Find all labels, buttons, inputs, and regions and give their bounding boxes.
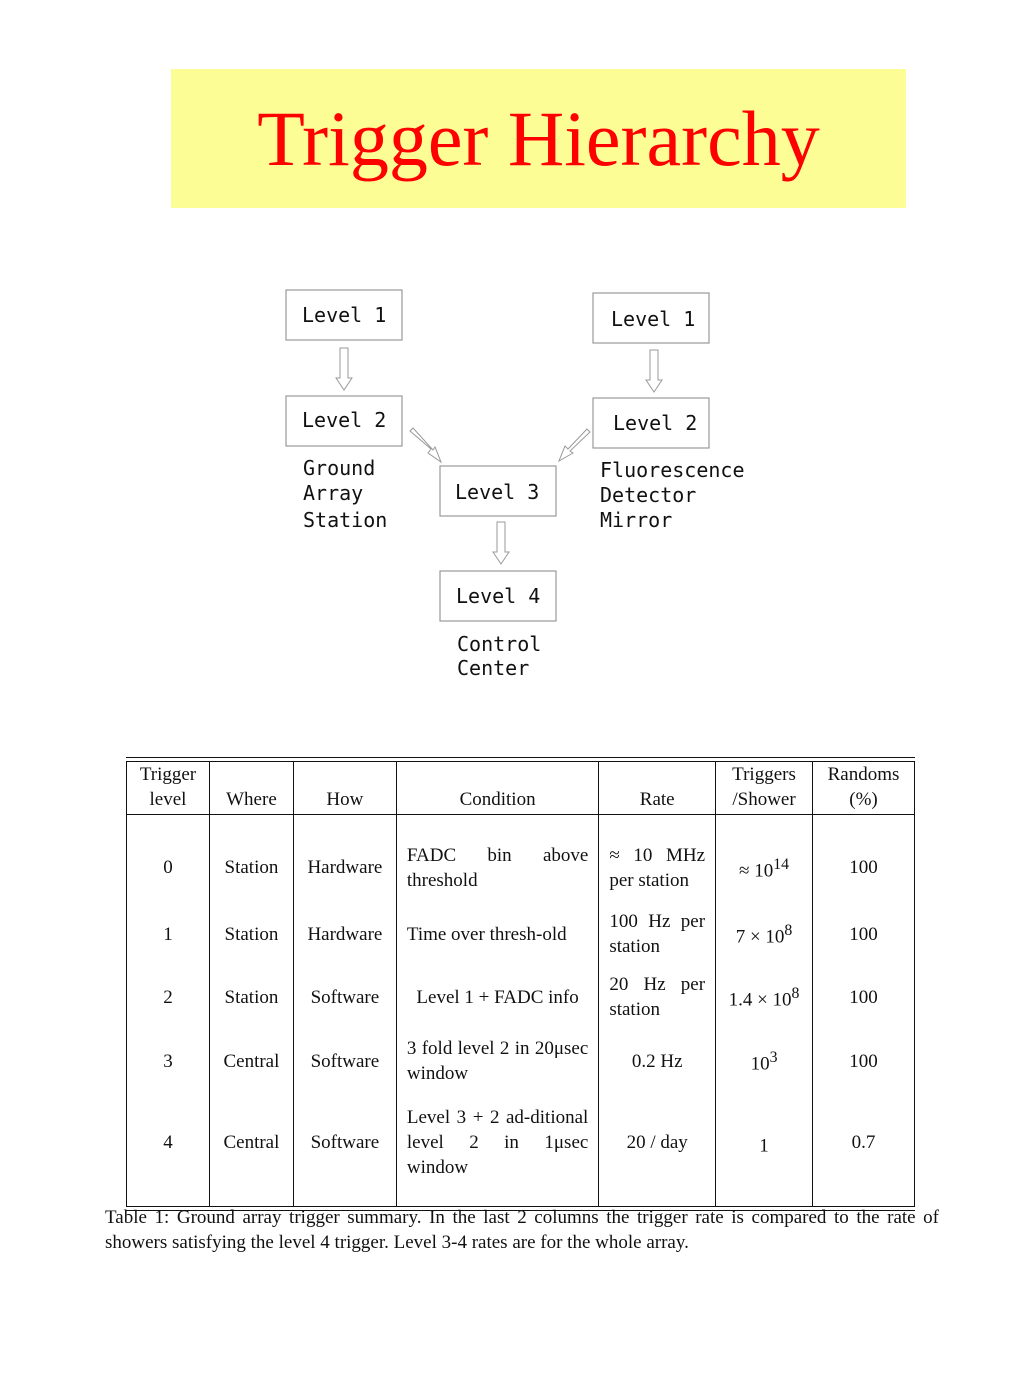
cell-rate: 100 Hz per station [599,903,716,966]
header-how: How [293,762,396,815]
header-condition: Condition [396,762,598,815]
ground-level2-label: Level 2 [302,408,387,432]
cell-condition: Time over thresh-old [396,903,598,966]
trigger-summary-table [126,757,915,1211]
cell-rate: 20 / day [599,1094,716,1206]
ground-array-caption-line1: Ground [303,456,376,480]
table-row [127,966,915,1029]
cell-where: Central [209,1029,293,1094]
cell-how: Software [293,1029,396,1094]
cell-where: Central [209,1094,293,1206]
cell-how: Software [293,966,396,1029]
cell-where: Station [209,966,293,1029]
cell-level: 2 [127,966,210,1029]
header-trigger-level: Trigger level [127,762,210,815]
page-title: Trigger Hierarchy [257,94,820,182]
fluor-caption-line2: Detector [600,483,697,507]
cell-randoms: 100 [812,815,914,903]
ground-level1-label: Level 1 [302,303,387,327]
cell-rate: 20 Hz per station [599,966,716,1029]
table-top-rule [126,757,915,758]
cell-level: 4 [127,1094,210,1206]
cell-randoms: 100 [812,966,914,1029]
cell-condition: 3 fold level 2 in 20μsec window [396,1029,598,1094]
cell-level: 1 [127,903,210,966]
cell-how: Software [293,1094,396,1206]
header-where: Where [209,762,293,815]
table-header-row [127,762,915,815]
cell-triggers: ≈ $10^{14}$ [716,815,813,903]
table-row [127,1029,915,1094]
cell-condition: FADC bin above threshold [396,815,598,903]
cell-level: 0 [127,815,210,903]
ground-array-caption-line2: Array [303,481,364,505]
cell-where: Station [209,903,293,966]
cell-where: Station [209,815,293,903]
table-row [127,815,915,903]
cell-triggers: 1 [716,1094,813,1206]
cell-randoms: 0.7 [812,1094,914,1206]
cell-rate: 0.2 Hz [599,1029,716,1094]
fluor-level2-label: Level 2 [613,411,698,435]
control-center-line2: Center [457,656,530,680]
header-rate: Rate [599,762,716,815]
arrow-fluor-l1-l2 [646,350,662,392]
table-row [127,903,915,966]
header-triggers-shower: Triggers /Shower [716,762,813,815]
level3-label: Level 3 [455,480,540,504]
fluor-level1-label: Level 1 [611,307,696,331]
fluor-caption-line1: Fluorescence [600,458,745,482]
header-randoms: Randoms (%) [812,762,914,815]
ground-array-caption-line3: Station [303,508,388,532]
arrow-ground-l2-l3 [410,428,441,462]
cell-level: 3 [127,1029,210,1094]
fluor-caption-line3: Mirror [600,508,673,532]
cell-triggers: $7 \times 10^8$ [716,903,813,966]
cell-condition: Level 3 + 2 ad-ditional level 2 in 1μsec window [396,1094,598,1206]
cell-condition: Level 1 + FADC info [396,966,598,1029]
cell-randoms: 100 [812,903,914,966]
arrow-ground-l1-l2 [336,348,352,390]
cell-how: Hardware [293,815,396,903]
cell-how: Hardware [293,903,396,966]
table-row [127,1094,915,1206]
arrow-fluor-l2-l3 [559,429,590,461]
cell-randoms: 100 [812,1029,914,1094]
cell-triggers: $1.4 \times 10^8$ [716,966,813,1029]
level4-label: Level 4 [456,584,541,608]
cell-rate: ≈ 10 MHz per station [599,815,716,903]
control-center-line1: Control [457,632,542,656]
arrow-l3-l4 [493,522,509,564]
table-caption: Table 1: Ground array trigger summary. In the last 2 columns the trigger rate is compared to the rate of showers satisfying the level 4 trigger. Level 3-4 rates are for the whole array. [105,1207,939,1253]
cell-triggers: $10^3$ [716,1029,813,1094]
